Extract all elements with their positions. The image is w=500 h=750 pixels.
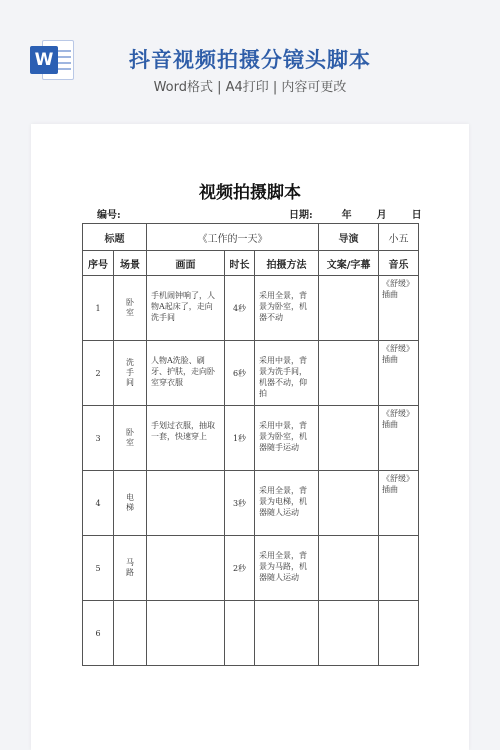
page-header (0, 0, 500, 112)
row-number: 6 (83, 601, 114, 666)
year-label: 年 (341, 210, 352, 221)
row-frame (147, 601, 225, 666)
table-row (83, 276, 419, 341)
row-frame: 人物A洗脸、刷牙、护肤，走向卧室穿衣服 (147, 341, 225, 406)
date-label: 日期: (289, 210, 313, 221)
row-caption (319, 341, 379, 406)
row-method: 采用中景，背景为洗手间，机器不动，仰拍 (255, 341, 319, 406)
row-scene: 卧室 (114, 406, 147, 471)
table-header-row (83, 251, 419, 276)
row-music: 《舒缓》插曲 (379, 341, 419, 406)
row-method: 采用全景，背景为马路，机器随人运动 (255, 536, 319, 601)
column-header: 时长 (225, 251, 255, 276)
row-duration: 3秒 (225, 471, 255, 536)
row-music: 《舒缓》插曲 (379, 406, 419, 471)
row-duration (225, 601, 255, 666)
row-number: 2 (83, 341, 114, 406)
row-duration: 2秒 (225, 536, 255, 601)
row-frame (147, 536, 225, 601)
table-row (83, 406, 419, 471)
row-method: 采用中景，背景为卧室，机器随手运动 (255, 406, 319, 471)
row-scene: 卧室 (114, 276, 147, 341)
column-header: 音乐 (379, 251, 419, 276)
row-number: 1 (83, 276, 114, 341)
number-label: 编号: (97, 210, 121, 221)
table-row (83, 601, 419, 666)
row-music (379, 601, 419, 666)
row-music: 《舒缓》插曲 (379, 276, 419, 341)
row-music (379, 536, 419, 601)
column-header: 拍摄方法 (255, 251, 319, 276)
date-field (289, 206, 422, 221)
row-duration: 4秒 (225, 276, 255, 341)
row-frame (147, 471, 225, 536)
document-title: 视频拍摄脚本 (199, 183, 301, 203)
director-label: 导演 (319, 224, 379, 251)
row-frame: 手划过衣服，抽取一套，快速穿上 (147, 406, 225, 471)
row-method (255, 601, 319, 666)
row-caption (319, 471, 379, 536)
row-caption (319, 276, 379, 341)
word-badge: W (30, 46, 58, 74)
row-number: 3 (83, 406, 114, 471)
month-label: 月 (376, 210, 387, 221)
page-title: 抖音视频拍摄分镜头脚本 (129, 48, 371, 72)
title-value: 《工作的一天》 (147, 224, 319, 251)
row-method: 采用全景，背景为卧室，机器不动 (255, 276, 319, 341)
document-preview (31, 124, 469, 750)
row-duration: 6秒 (225, 341, 255, 406)
script-table (82, 223, 418, 666)
row-music: 《舒缓》插曲 (379, 471, 419, 536)
row-method: 采用全景，背景为电梯，机器随人运动 (255, 471, 319, 536)
row-caption (319, 601, 379, 666)
row-number: 4 (83, 471, 114, 536)
row-scene: 电梯 (114, 471, 147, 536)
row-caption (319, 536, 379, 601)
column-header: 文案/字幕 (319, 251, 379, 276)
row-frame: 手机闹钟响了，人物A起床了，走向洗手间 (147, 276, 225, 341)
row-duration: 1秒 (225, 406, 255, 471)
row-scene: 洗手间 (114, 341, 147, 406)
title-row (83, 224, 419, 251)
table-row (83, 471, 419, 536)
page-subtitle: Word格式 | A4打印 | 内容可更改 (153, 80, 347, 95)
row-scene (114, 601, 147, 666)
column-header: 场景 (114, 251, 147, 276)
title-label: 标题 (83, 224, 147, 251)
column-header: 序号 (83, 251, 114, 276)
director-value: 小五 (379, 224, 419, 251)
table-row (83, 536, 419, 601)
row-scene: 马路 (114, 536, 147, 601)
row-number: 5 (83, 536, 114, 601)
day-label: 日 (411, 210, 422, 221)
table-row (83, 341, 419, 406)
row-caption (319, 406, 379, 471)
column-header: 画面 (147, 251, 225, 276)
